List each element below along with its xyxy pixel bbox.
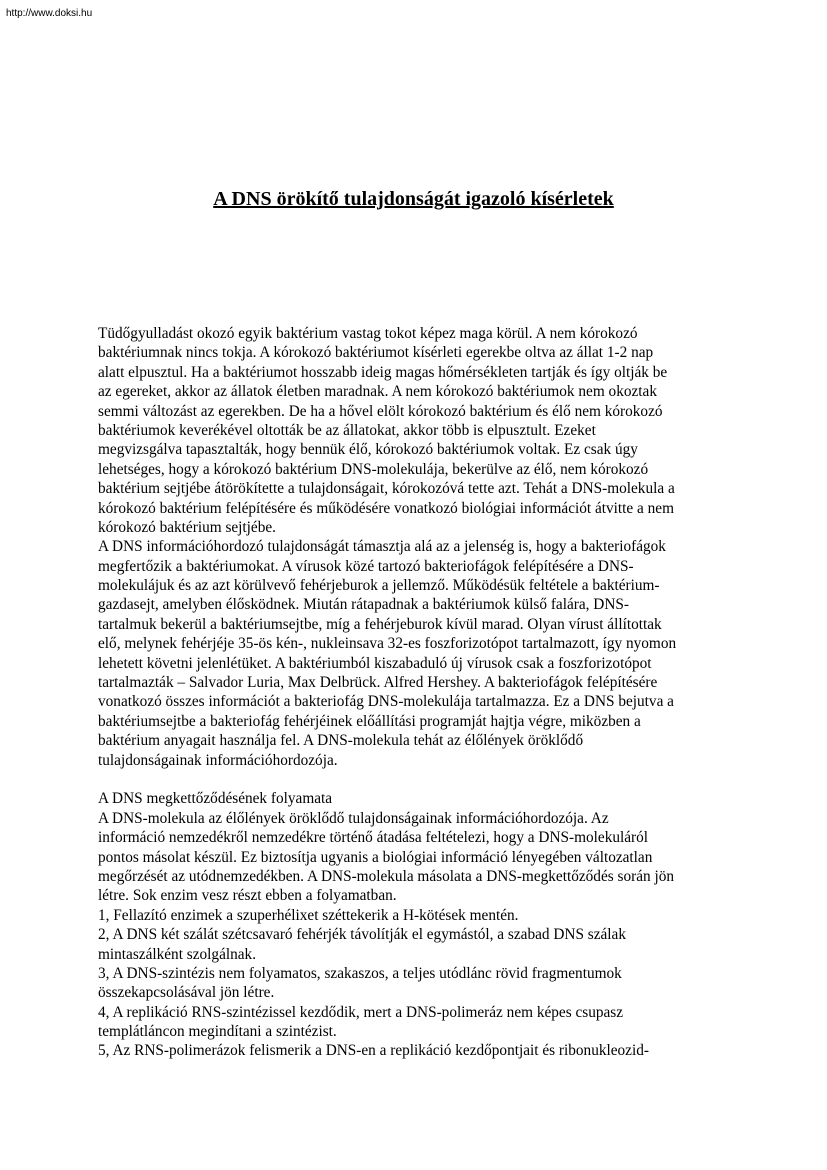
text-line: tartalmazták – Salvador Luria, Max Delbrück. Alfred Hershey. A bakteriofágok felépítésére xyxy=(98,674,658,692)
paragraph-1 xyxy=(98,324,738,537)
document-title: A DNS örökítő tulajdonságát igazoló kísérletek xyxy=(213,188,614,210)
text-line: lehetséges, hogy a kórokozó baktérium DNS-molekulája, bekerülve az élő, nem kórokozó xyxy=(98,460,649,478)
text-line: megvizsgálva tapasztalták, hogy bennük élő, kórokozó baktériumok voltak. Ez csak úgy xyxy=(98,441,638,459)
list-item-line: 2, A DNS két szálát szétcsavaró fehérjék távolítják el egymástól, a szabad DNS szálak xyxy=(98,926,626,944)
paragraph-spacer xyxy=(98,770,738,789)
document-body xyxy=(98,324,738,1061)
text-line: A DNS információhordozó tulajdonságát támasztja alá az a jelenség is, hogy a bakteriofágok xyxy=(98,538,666,556)
text-line: tulajdonságainak információhordozója. xyxy=(98,751,338,769)
text-line: vonatkozó összes információt a bakteriofág DNS-molekulája tartalmazza. Ez a DNS bejutva a xyxy=(98,693,674,711)
text-line: információ nemzedékről nemzedékre történő átadása feltételezi, hogy a DNS-molekuláról xyxy=(98,829,649,847)
list-item-line: összekapcsolásával jön létre. xyxy=(98,984,275,1002)
text-line: megőrzését az utódnemzedékben. A DNS-molekula másolata a DNS-megkettőződés során jön xyxy=(98,867,675,885)
text-line: kórokozó baktérium felépítésére és működésére vonatkozó biológiai információt átvitte a nem xyxy=(98,499,674,517)
list-item-line: 5, Az RNS-polimerázok felismerik a DNS-en a replikáció kezdőpontjait és ribonukleozid- xyxy=(98,1042,649,1060)
list-item xyxy=(98,964,738,1003)
section-heading: A DNS megkettőződésének folyamata xyxy=(98,790,333,808)
text-line: baktériumok keverékével oltották be az állatokat, akkor több is elpusztult. Ezeket xyxy=(98,421,596,439)
list-item xyxy=(98,1003,738,1042)
list-item-line: templátláncon megindítani a szintézist. xyxy=(98,1023,337,1041)
list-item xyxy=(98,1041,738,1060)
text-line: gazdasejt, amelyben élősködnek. Miután rátapadnak a baktériumok külső falára, DNS- xyxy=(98,596,629,614)
text-line: Tüdőgyulladást okozó egyik baktérium vastag tokot képez maga körül. A nem kórokozó xyxy=(98,325,638,342)
text-line: létre. Sok enzim vesz részt ebben a folyamatban. xyxy=(98,887,397,905)
text-line: baktérium anyagait használja fel. A DNS-molekula tehát az élőlények öröklődő xyxy=(98,732,584,750)
text-line: pontos másolat készül. Ez biztosítja ugyanis a biológiai információ lényegében változatlan xyxy=(98,848,653,866)
source-url-header[interactable]: http://www.doksi.hu xyxy=(6,8,93,19)
list-item xyxy=(98,906,738,925)
paragraph-2 xyxy=(98,537,738,770)
text-line: baktériumsejtbe a bakteriofág fehérjéinek előállítási programját hajtja végre, miközben a xyxy=(98,712,641,730)
text-line: baktériumnak nincs tokja. A kórokozó baktériumot kísérleti egerekbe oltva az állat 1-2 nap xyxy=(98,344,654,362)
text-line: kórokozó baktérium sejtjébe. xyxy=(98,518,276,536)
list-item xyxy=(98,925,738,964)
text-line: baktérium sejtjébe átörökítette a tulajdonságait, kórokozóvá tette azt. Tehát a DNS-molekula a xyxy=(98,480,675,498)
text-line: A DNS-molekula az élőlények öröklődő tulajdonságainak információhordozója. Az xyxy=(98,809,609,827)
list-item-line: 3, A DNS-szintézis nem folyamatos, szakaszos, a teljes utódlánc rövid fragmentumok xyxy=(98,964,622,982)
text-line: az egereket, akkor az állatok életben maradnak. A nem kórokozó baktériumok nem okoztak xyxy=(98,383,657,401)
numbered-list xyxy=(98,906,738,1061)
text-line: lehetett követni jelenlétüket. A baktériumból kiszabaduló új vírusok csak a foszforizotópot xyxy=(98,654,652,672)
text-line: elő, melynek fehérjéje 35-ös kén-, nukleinsava 32-es foszforizotópot tartalmazott, így nyomon xyxy=(98,635,677,653)
list-item-line: mintaszálként szolgálnak. xyxy=(98,945,257,963)
text-line: alatt elpusztul. Ha a baktériumot hosszabb ideig magas hőmérsékleten tartják és így oltják be xyxy=(98,363,668,381)
text-line: molekulájuk és az azt körülvevő fehérjeburok a jellemző. Működésük feltétele a baktérium- xyxy=(98,577,660,595)
list-item-line: 1, Fellazító enzimek a szuperhélixet széttekerik a H-kötések mentén. xyxy=(98,906,519,924)
text-line: tartalmuk bekerül a baktériumsejtbe, míg a fehérjeburok kívül marad. Olyan vírust állítottak xyxy=(98,615,662,633)
list-item-line: 4, A replikáció RNS-szintézissel kezdődik, mert a DNS-polimeráz nem képes csupasz xyxy=(98,1003,624,1021)
text-line: megfertőzik a baktériumokat. A vírusok közé tartozó bakteriofágok felépítésére a DNS- xyxy=(98,557,634,575)
text-line: semmi változást az egerekben. De ha a hővel elölt kórokozó baktérium és élő nem kórokozó xyxy=(98,402,663,420)
paragraph-3 xyxy=(98,809,738,906)
